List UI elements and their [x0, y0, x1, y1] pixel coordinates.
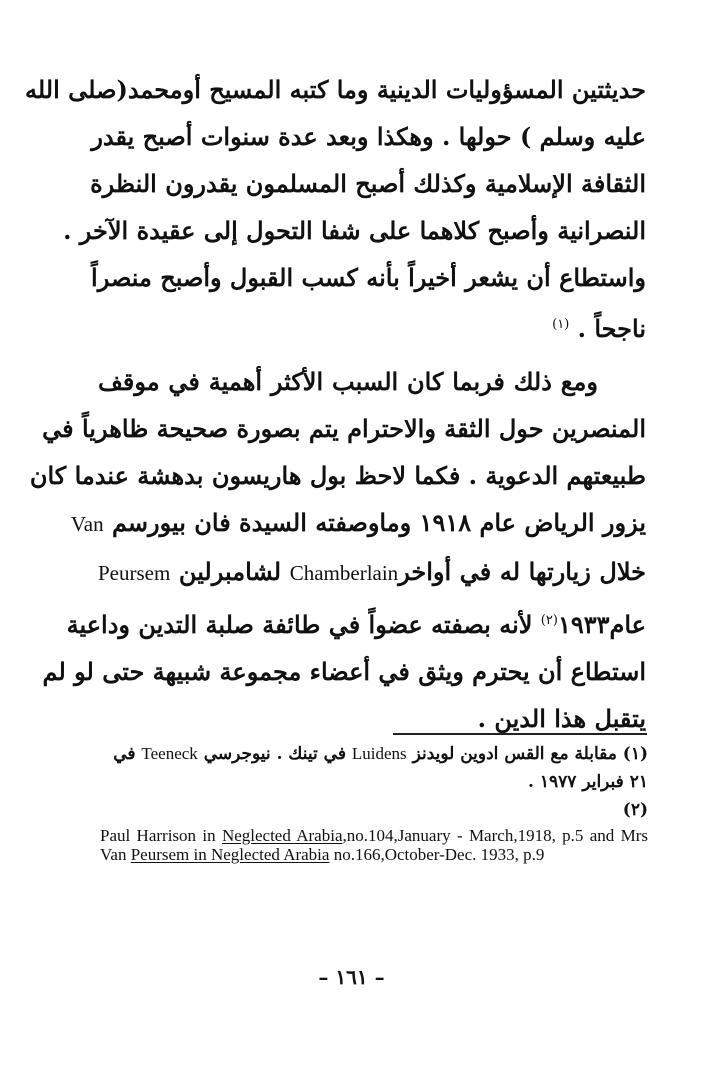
text-fragment: يزور الرياض عام ١٩١٨ وماوصفته السيدة فان بيورسم [111, 508, 646, 537]
text-fragment: عام١٩٣٣ [557, 610, 646, 639]
latin-word: Van [70, 512, 104, 536]
page-number: – ١٦١ – [318, 965, 385, 989]
footnote-2-number: (٢) [622, 800, 648, 820]
underlined-title: Neglected Arabia [221, 826, 343, 845]
latin-word: Peursem [98, 561, 171, 585]
text-fragment: no.166,October-Dec. 1933, p.9 [329, 845, 545, 864]
text-line: واستطاع أن يشعر أخيراً بأنه كسب القبول وأصبح منصراً [91, 263, 646, 292]
main-text [24, 66, 647, 742]
latin-word: Chamberlain [289, 561, 399, 585]
text-fragment: في تينك . نيوجرسي [203, 744, 346, 764]
text-line: عليه وسلم ) حولها . وهكذا وبعد عدة سنوات أصبح يقدر [91, 122, 646, 151]
footnote-1 [100, 740, 648, 768]
text-line [98, 301, 646, 352]
text-fragment: (١) مقابلة مع القس ادوين لويدنز [412, 744, 648, 764]
paragraph-2 [29, 358, 647, 742]
text-line: الثقافة الإسلامية وكذلك أصبح المسلمون يقدرون النظرة [90, 169, 646, 198]
footnotes [100, 740, 648, 864]
text-fragment: لأنه بصفته عضواً في طائفة صلبة التدين وداعية [66, 610, 533, 639]
text-line: المنصرين حول الثقة والاحترام يتم بصورة صحيحة ظاهرياً في [42, 414, 646, 443]
footnote-marker-1: (١) [552, 317, 570, 332]
text-fragment: ,no.104,January - March,1918, p.5 and Mrs Van [100, 826, 649, 864]
text-line: طبيعتهم الدعوية . فكما لاحظ بول هاريسون بدهشة عندما كان [29, 461, 646, 490]
underlined-title: Peursem in Neglected Arabia [130, 845, 330, 864]
text-line: حديثتين المسؤوليات الدينية وما كتبه المسيح أومحمد(صلى الله [24, 75, 646, 104]
footnote-marker-2: (٢) [540, 613, 558, 628]
text-line [66, 597, 646, 648]
text-fragment: Paul Harrison in [100, 826, 222, 845]
text-line [98, 548, 646, 597]
text-fragment: في [113, 744, 136, 764]
footnote-2-text [100, 826, 648, 864]
text-fragment: ناجحاً . [577, 314, 646, 343]
text-fragment: لشامبرلين [178, 557, 282, 586]
text-fragment: خلال زيارتها له في أواخر [398, 557, 647, 586]
text-line: النصرانية وأصبح كلاهما على شفا التحول إلى عقيدة الآخر . [63, 216, 646, 245]
latin-word: Teeneck [141, 744, 198, 763]
text-line: يتقبل هذا الدين . [477, 704, 646, 733]
footnote-divider [393, 733, 647, 735]
latin-word: Luidens [351, 744, 407, 763]
paragraph-1 [24, 66, 646, 352]
text-line: استطاع أن يحترم ويثق في أعضاء مجموعة شبيهة حتى لو لم [42, 657, 646, 686]
text-line [70, 499, 646, 548]
text-line: ومع ذلك فربما كان السبب الأكثر أهمية في موقف [98, 367, 598, 396]
footnote-1-date: ٢١ فبراير ١٩٧٧ . [528, 772, 648, 792]
